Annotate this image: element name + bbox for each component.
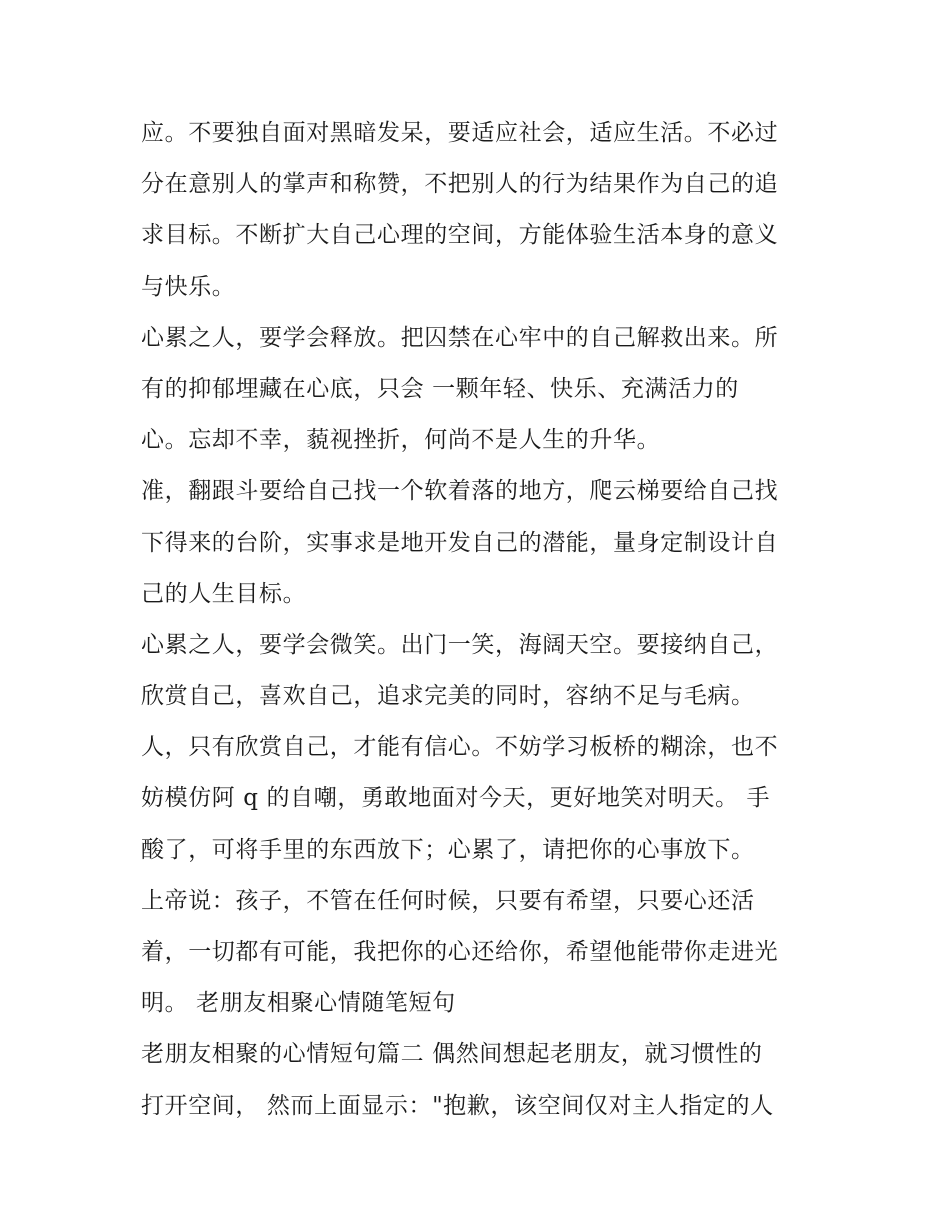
text-line: 人，只有欣赏自己，才能有信心。不妨学习板桥的糊涂，也不 (141, 734, 779, 761)
text-line: 欣赏自己，喜欢自己，追求完美的同时，容纳不足与毛病。 (141, 683, 755, 710)
text-line: 己的人生目标。 (141, 580, 307, 607)
text-line: 求目标。不断扩大自己心理的空间，方能体验生活本身的意义 (141, 222, 779, 249)
text-line: 着，一切都有可能，我把你的心还给你，希望他能带你走进光 (141, 939, 779, 965)
text-line: 下得来的台阶，实事求是地开发自己的潜能，量身定制设计自 (141, 529, 779, 556)
text-line: 心累之人，要学会释放。把囚禁在心牢中的自己解救出来。所 (141, 324, 779, 351)
text-line: 心累之人，要学会微笑。出门一笑，海阔天空。要接纳自己， (141, 631, 779, 658)
text-line: 酸了，可将手里的东西放下；心累了，请把你的心事放下。 (141, 836, 755, 863)
text-line: 明。 老朋友相聚心情随笔短句 (141, 990, 456, 1017)
text-line: 应。不要独自面对黑暗发呆，要适应社会，适应生活。不必过 (141, 120, 779, 146)
text-line: 与快乐。 (141, 273, 236, 300)
text-line: 准，翻跟斗要给自己找一个软着落的地方，爬云梯要给自己找 (141, 478, 779, 505)
text-line: 妨模仿阿 q 的自嘲，勇敢地面对今天，更好地笑对明天。 手 (141, 785, 771, 812)
text-line: 心。忘却不幸，藐视挫折，何尚不是人生的升华。 (141, 427, 661, 454)
text-line: 有的抑郁埋藏在心底，只会 一颗年轻、快乐、充满活力的 (141, 375, 739, 402)
text-line: 上帝说：孩子，不管在任何时候，只要有希望，只要心还活 (141, 887, 755, 914)
text-line: 分在意别人的掌声和称赞，不把别人的行为结果作为自己的追 (141, 171, 779, 198)
text-line: 打开空间， 然而上面显示："抱歉，该空间仅对主人指定的人 (141, 1092, 774, 1119)
text-line: 老朋友相聚的心情短句篇二 偶然间想起老朋友，就习惯性的 (141, 1041, 763, 1068)
body-text (141, 108, 821, 1132)
